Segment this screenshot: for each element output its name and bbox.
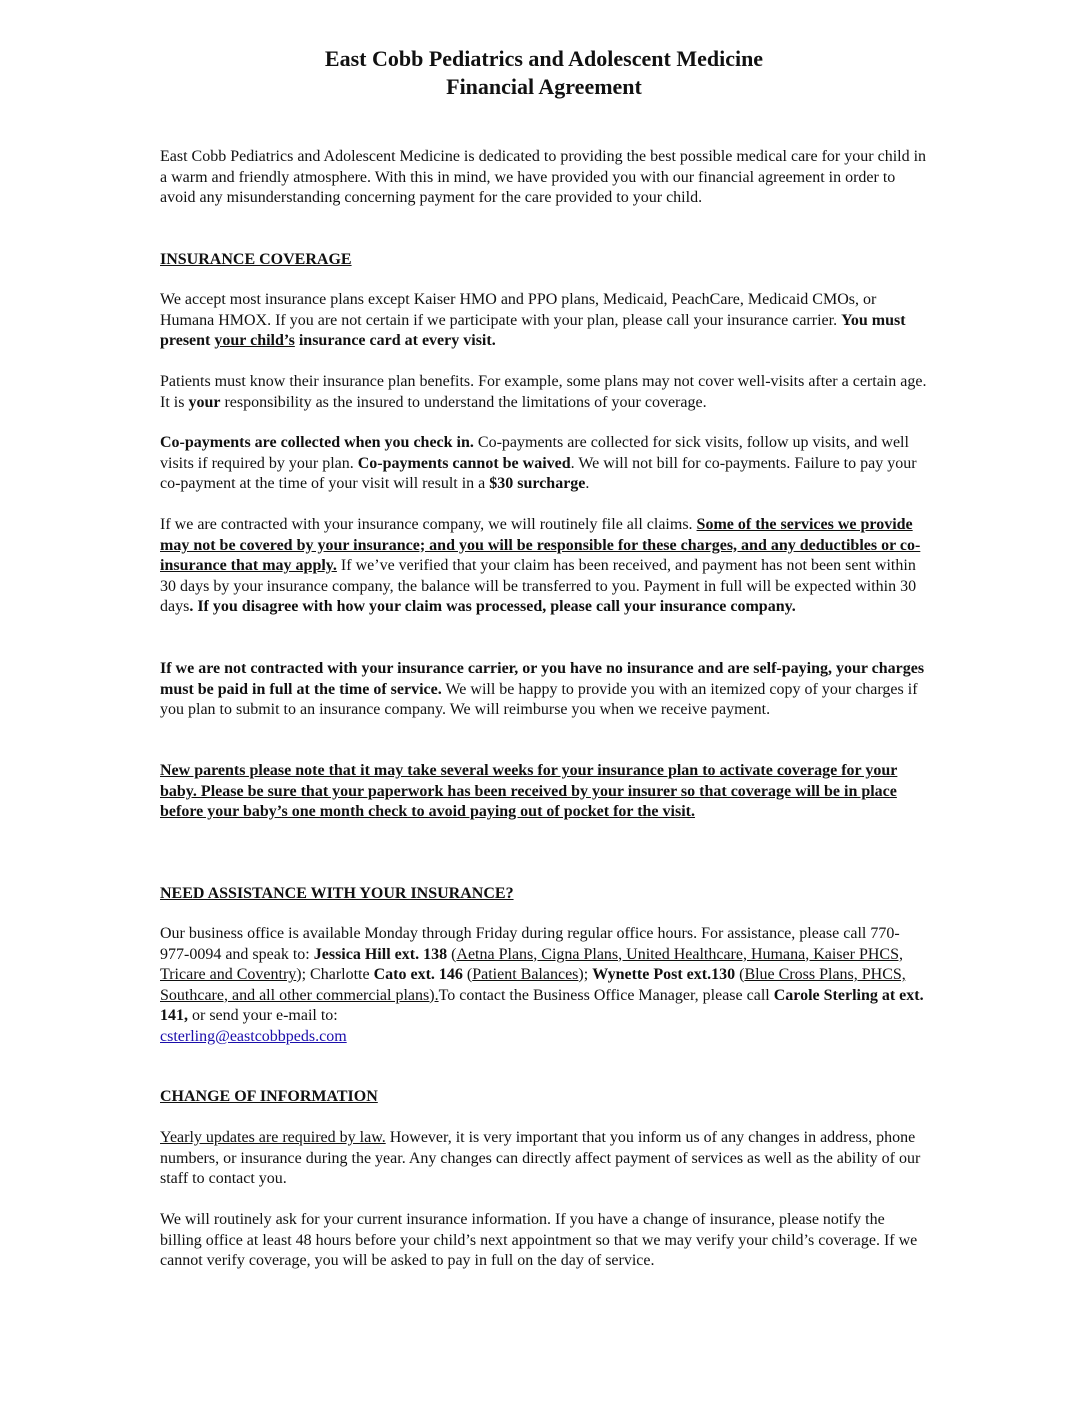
text: ( [462,966,473,983]
text: Our business office is available Monday through Friday during regular office hours. For assistance, please call 770-977-0094 and speak to: [160,925,900,963]
insurance-paragraph-2 [160,372,928,413]
assistance-paragraph [160,924,928,1047]
bold-underlined-text: Some of the services we provide may not be covered by your insurance; and you will be responsible for these charges, and any deductibles or co-insurance that may apply. [160,516,921,574]
text: Co-payments are collected for sick visits, follow up visits, and well visits if required by your plan. [160,434,909,472]
contact-name: Carole Sterling at ext. 141, [160,986,924,1024]
text: To contact the Business Office Manager, please call [438,986,774,1004]
intro-paragraph: East Cobb Pediatrics and Adolescent Medicine is dedicated to providing the best possible medical care for your child in a warm and friendly atmosphere. With this in mind, we have provided you with our financial agreement in order to avoid any misunderstanding concerning payment for the care provided to your child. [160,148,927,206]
text: If we’ve verified that your claim has been received, and payment has not been sent within 30 days by your insurance company, the balance will be transferred to you. Payment in full will be expected within 30 days [160,557,917,615]
text: We will be happy to provide you with an itemized copy of your charges if you plan to submit to an insurance company. We will reimburse you when we receive payment. [160,680,918,718]
text: ); Charlotte [296,966,374,983]
bold-text: Co-payments cannot be waived [357,454,571,472]
text: However, it is very important that you inform us of any changes in address, phone numbers, or insurance during the year. Any changes can directly affect payment of services as well as the ability of our staff to contact you. [160,1129,921,1187]
text: ( [735,966,745,983]
insurance-paragraph-1 [160,290,928,352]
document-subtitle: Financial Agreement [446,74,642,99]
insurance-paragraph-3 [160,433,928,495]
email-link[interactable]: csterling@eastcobbpeds.com [160,1027,347,1045]
underlined-text: Aetna Plans, Cigna Plans, United Healthcare, Humana, Kaiser PHCS, Tricare and Coventry [160,945,903,983]
change-paragraph-2: We will routinely ask for your current insurance information. If you have a change of insurance, please notify the billing office at least 48 hours before your child’s next appointment so that we may verify your child’s coverage. If we cannot verify coverage, you will be asked to pay in full on the day of service. [160,1211,918,1269]
change-of-information-heading: CHANGE OF INFORMATION [160,1088,378,1105]
text: ( [447,945,457,963]
underlined-text: Yearly updates are required by law. [160,1129,386,1146]
text: . We will not bill for co-payments. Failure to pay your co-payment at the time of your visit will result in a [160,454,917,492]
bold-text: You must present [160,311,906,349]
contact-name: Cato ext. 146 [373,966,463,983]
text: Patients must know their insurance plan benefits. For example, some plans may not cover well-visits after a certain age. It is [160,373,927,411]
text: If we are contracted with your insurance company, we will routinely file all claims. [160,516,697,533]
underlined-text: Patient Balances [472,966,579,983]
contact-name: Jessica Hill ext. 138 [313,945,448,963]
change-paragraph-1 [160,1128,928,1190]
bold-text: your [188,393,221,411]
text: responsibility as the insured to understand the limitations of your coverage. [220,393,707,411]
bold-underlined-text: your child’s [214,332,295,349]
assistance-heading: NEED ASSISTANCE WITH YOUR INSURANCE? [160,885,514,902]
text: . [585,475,590,492]
insurance-coverage-heading: INSURANCE COVERAGE [160,251,352,268]
bold-text: . If you disagree with how your claim was processed, please call your insurance company. [189,598,796,615]
contact-name: Wynette Post ext.130 [592,966,736,983]
document-title: East Cobb Pediatrics and Adolescent Medicine [324,46,764,71]
text: or send your e-mail to: [188,1007,338,1024]
bold-text: $30 surcharge [489,475,586,492]
new-parents-notice: New parents please note that it may take several weeks for your insurance plan to activate coverage for your baby. Please be sure that your paperwork has been received by your insurer so that coverage will be in place before your baby’s one month check to avoid paying out of pocket for the visit. [160,762,898,820]
text: ); [578,966,593,983]
insurance-paragraph-4 [160,515,928,618]
bold-text: Co-payments are collected when you check in. [160,434,474,451]
bold-text: insurance card at every visit. [294,332,496,349]
text: We accept most insurance plans except Kaiser HMO and PPO plans, Medicaid, PeachCare, Medicaid CMOs, or Humana HMOX. If you are not certain if we participate with your plan, please call your insurance carrier. [160,291,877,329]
underlined-text: Blue Cross Plans, PHCS, Southcare, and all other commercial plans). [160,966,906,1004]
insurance-paragraph-5 [160,659,928,721]
bold-text: If we are not contracted with your insurance carrier, or you have no insurance and are self-paying, your charges must be paid in full at the time of service. [160,660,925,698]
